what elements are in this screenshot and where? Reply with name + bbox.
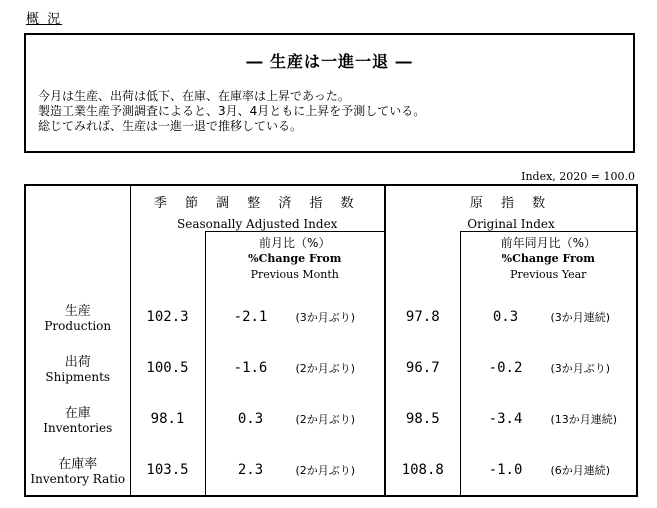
yoy-note: (3か月連続) — [550, 310, 611, 324]
mom-value: 2.3 — [237, 461, 264, 478]
row-label — [25, 393, 130, 444]
orig-header — [385, 185, 637, 232]
blank-cell — [130, 232, 205, 288]
yoy-cell — [460, 444, 637, 496]
summary-line: 今月は生産、出荷は低下、在庫、在庫率は上昇であった。 — [38, 89, 350, 103]
blank-cell — [385, 232, 460, 288]
summary-box — [24, 33, 635, 153]
summary-text — [38, 89, 425, 134]
mom-note: (2か月ぶり) — [295, 361, 356, 375]
table-row — [25, 287, 637, 342]
orig-header-en: Original Index — [467, 217, 555, 231]
row-label-en: Shipments — [45, 370, 111, 384]
mom-cell — [205, 342, 385, 393]
mom-value: -2.1 — [233, 308, 268, 325]
row-label-jp: 在庫 — [64, 406, 91, 421]
sa-value: 100.5 — [146, 359, 189, 376]
orig-header-jp: 原 指 数 — [469, 196, 553, 211]
yoy-value: -0.2 — [488, 359, 523, 376]
yoy-cell — [460, 287, 637, 342]
sa-header — [130, 185, 385, 232]
yoy-header-en1: %Change From — [501, 252, 595, 265]
row-label-jp: 出荷 — [64, 355, 91, 370]
section-heading: 概 況 — [26, 12, 63, 27]
summary-title: ― 生産は一進一退 ― — [246, 52, 413, 71]
row-label — [25, 342, 130, 393]
sa-header-en: Seasonally Adjusted Index — [177, 217, 338, 231]
mom-value: 0.3 — [237, 410, 264, 427]
row-label-en: Inventory Ratio — [30, 472, 126, 486]
table-row — [25, 393, 637, 444]
mom-note: (2か月ぶり) — [295, 463, 356, 477]
row-label-jp: 在庫率 — [58, 457, 98, 472]
mom-header-en2: Previous Month — [250, 268, 339, 281]
yoy-header-jp: 前年同月比（%） — [500, 236, 596, 250]
sa-value: 98.1 — [150, 410, 185, 427]
mom-cell — [205, 444, 385, 496]
summary-line: 総じてみれば、生産は一進一退で推移している。 — [38, 119, 303, 133]
row-label-en: Inventories — [43, 421, 113, 435]
sa-header-jp: 季 節 調 整 済 指 数 — [153, 196, 361, 211]
mom-value: -1.6 — [233, 359, 268, 376]
yoy-header — [460, 232, 637, 288]
yoy-value: 0.3 — [492, 308, 519, 325]
mom-note: (2か月ぶり) — [295, 412, 356, 426]
index-base-note: Index, 2020 = 100.0 — [521, 170, 635, 183]
yoy-cell — [460, 342, 637, 393]
summary-line: 製造工業生産予測調査によると、3月、4月ともに上昇を予測している。 — [38, 104, 426, 118]
orig-value: 108.8 — [385, 444, 460, 496]
orig-value: 96.7 — [385, 342, 460, 393]
row-label — [25, 444, 130, 496]
yoy-value: -1.0 — [488, 461, 523, 478]
table-row — [25, 444, 637, 496]
mom-header-en1: %Change From — [248, 252, 342, 265]
sa-value: 103.5 — [146, 461, 189, 478]
yoy-note: (13か月連続) — [550, 412, 618, 426]
index-table — [24, 184, 638, 497]
orig-value: 97.8 — [385, 287, 460, 342]
yoy-note: (3か月ぶり) — [550, 361, 611, 375]
row-label — [25, 287, 130, 342]
orig-value: 98.5 — [385, 393, 460, 444]
mom-header-jp: 前月比（%） — [259, 236, 331, 250]
mom-cell — [205, 287, 385, 342]
yoy-header-en2: Previous Year — [510, 268, 587, 281]
row-label-en: Production — [44, 319, 112, 333]
corner-cell — [25, 185, 130, 287]
table-row — [25, 342, 637, 393]
mom-cell — [205, 393, 385, 444]
yoy-note: (6か月連続) — [550, 463, 611, 477]
sa-value: 102.3 — [146, 308, 189, 325]
row-label-jp: 生産 — [64, 304, 91, 319]
mom-note: (3か月ぶり) — [295, 310, 356, 324]
mom-header — [205, 232, 385, 288]
yoy-cell — [460, 393, 637, 444]
yoy-value: -3.4 — [488, 410, 523, 427]
